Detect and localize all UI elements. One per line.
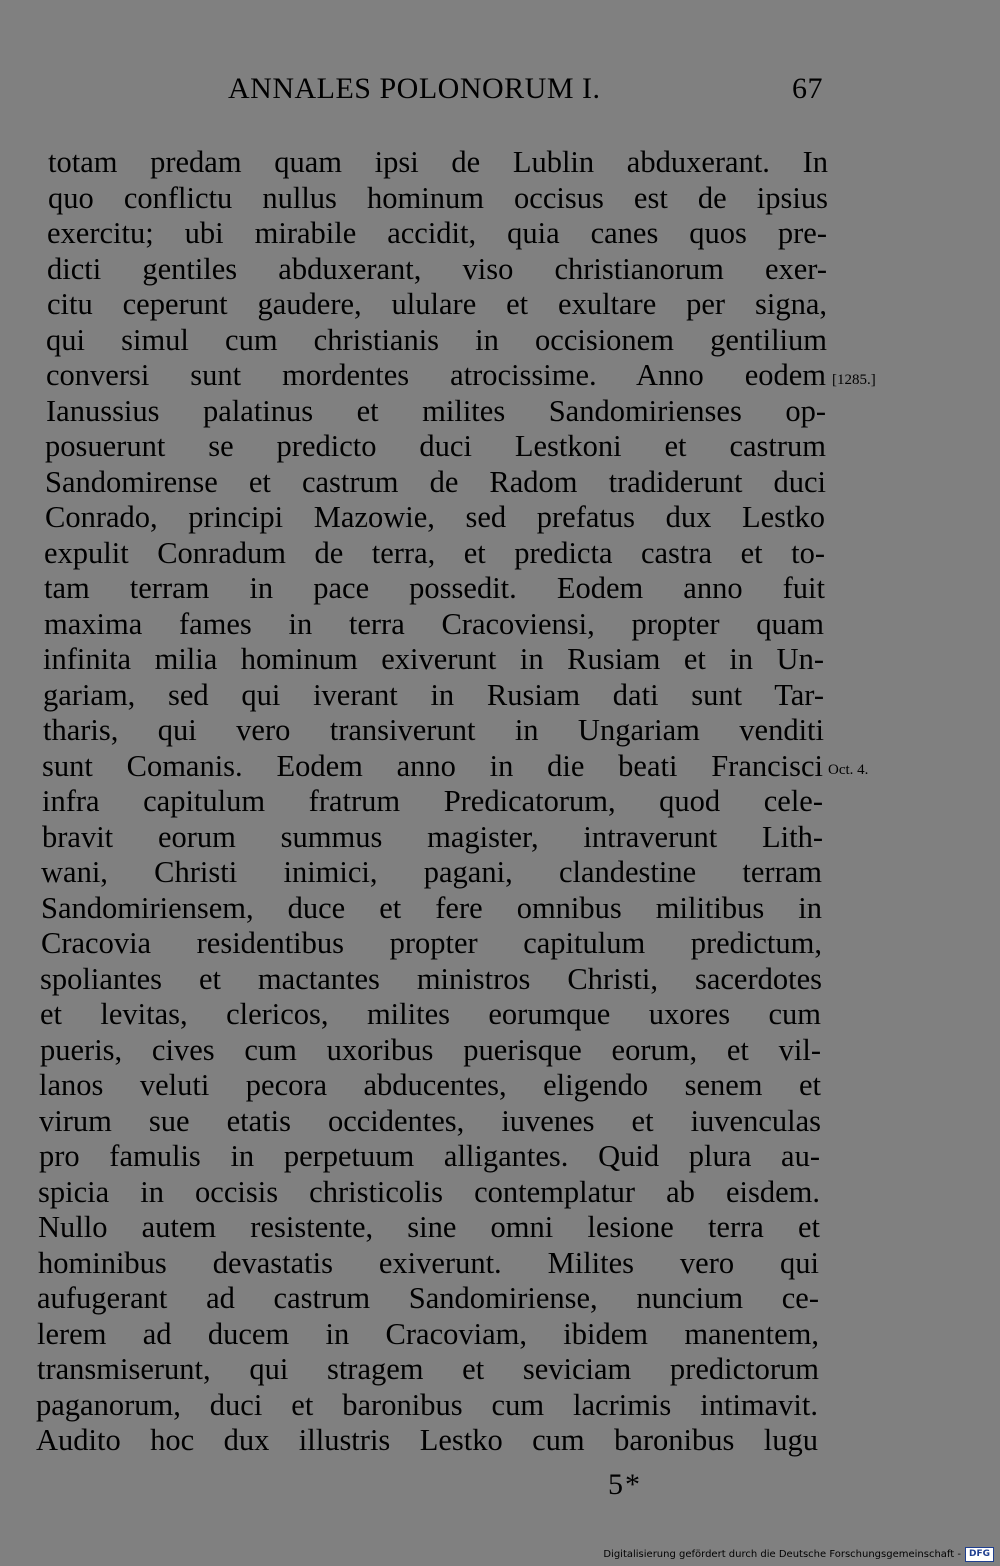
text-line: virum sue etatis occidentes, iuvenes et iuvenculas bbox=[39, 1104, 821, 1138]
text-line: sunt Comanis. Eodem anno in die beati Francisci bbox=[42, 749, 823, 783]
page-number: 67 bbox=[792, 72, 823, 105]
text-line: Nullo autem resistente, sine omni lesione terra et bbox=[38, 1210, 820, 1244]
text-line: Cracovia residentibus propter capitulum predictum, bbox=[41, 926, 822, 960]
text-line: citu ceperunt gaudere, ululare et exultare per signa, bbox=[47, 287, 827, 321]
text-line: Conrado, principi Mazowie, sed prefatus dux Lestko bbox=[45, 500, 825, 534]
text-line: lanos veluti pecora abducentes, eligendo senem et bbox=[39, 1068, 821, 1102]
text-line: et levitas, clericos, milites eorumque uxores cum bbox=[40, 997, 821, 1031]
text-line: infra capitulum fratrum Predicatorum, quod cele- bbox=[42, 784, 823, 818]
text-line: qui simul cum christianis in occisionem gentilium bbox=[46, 323, 827, 357]
text-line: Sandomiriensem, duce et fere omnibus militibus in bbox=[41, 891, 822, 925]
text-line: totam predam quam ipsi de Lublin abduxerant. In bbox=[48, 145, 828, 179]
text-line: Ianussius palatinus et milites Sandomirienses op- bbox=[46, 394, 826, 428]
margin-note-date: Oct. 4. bbox=[828, 762, 869, 778]
dfg-logo: DFG bbox=[965, 1547, 994, 1562]
running-title: ANNALES POLONORUM I. bbox=[228, 72, 601, 105]
text-line: gariam, sed qui iverant in Rusiam dati sunt Tar- bbox=[43, 678, 824, 712]
text-line: quo conflictu nullus hominum occisus est de ipsius bbox=[48, 181, 828, 215]
text-line: expulit Conradum de terra, et predicta castra et to- bbox=[44, 536, 825, 570]
text-line: infinita milia hominum exiverunt in Rusiam et in Un- bbox=[43, 642, 824, 676]
text-line: tharis, qui vero transiverunt in Ungariam venditi bbox=[43, 713, 824, 747]
signature-mark: 5* bbox=[608, 1468, 642, 1501]
digitization-footer bbox=[603, 1546, 994, 1562]
text-line: lerem ad ducem in Cracoviam, ibidem manentem, bbox=[37, 1317, 819, 1351]
text-line: bravit eorum summus magister, intraverunt Lith- bbox=[42, 820, 823, 854]
text-line: paganorum, duci et baronibus cum lacrimis intimavit. bbox=[36, 1388, 818, 1422]
text-line: pueris, cives cum uxoribus puerisque eorum, et vil- bbox=[40, 1033, 821, 1067]
text-line: tam terram in pace possedit. Eodem anno fuit bbox=[44, 571, 825, 605]
text-line: spicia in occisis christicolis contemplatur ab eisdem. bbox=[38, 1175, 820, 1209]
text-line: aufugerant ad castrum Sandomiriense, nuncium ce- bbox=[37, 1281, 819, 1315]
margin-note-year: [1285.] bbox=[832, 372, 876, 388]
running-header bbox=[0, 72, 1000, 116]
text-line: spoliantes et mactantes ministros Christi, sacerdotes bbox=[40, 962, 822, 996]
text-line: exercitu; ubi mirabile accidit, quia canes quos pre- bbox=[47, 216, 827, 250]
footer-credit: Digitalisierung gefördert durch die Deutsche Forschungsgemeinschaft - bbox=[603, 1548, 961, 1560]
text-line: posuerunt se predicto duci Lestkoni et castrum bbox=[45, 429, 826, 463]
text-line: hominibus devastatis exiverunt. Milites vero qui bbox=[38, 1246, 819, 1280]
text-line: conversi sunt mordentes atrocissime. Anno eodem bbox=[46, 358, 826, 392]
text-line: transmiserunt, qui stragem et seviciam predictorum bbox=[37, 1352, 819, 1386]
text-line: maxima fames in terra Cracoviensi, propter quam bbox=[44, 607, 824, 641]
text-line: wani, Christi inimici, pagani, clandestine terram bbox=[41, 855, 822, 889]
text-line: Sandomirense et castrum de Radom tradiderunt duci bbox=[45, 465, 826, 499]
text-line: pro famulis in perpetuum alligantes. Quid plura au- bbox=[39, 1139, 820, 1173]
text-line: Audito hoc dux illustris Lestko cum baronibus lugu bbox=[36, 1423, 818, 1457]
text-line: dicti gentiles abduxerant, viso christianorum exer- bbox=[47, 252, 827, 286]
